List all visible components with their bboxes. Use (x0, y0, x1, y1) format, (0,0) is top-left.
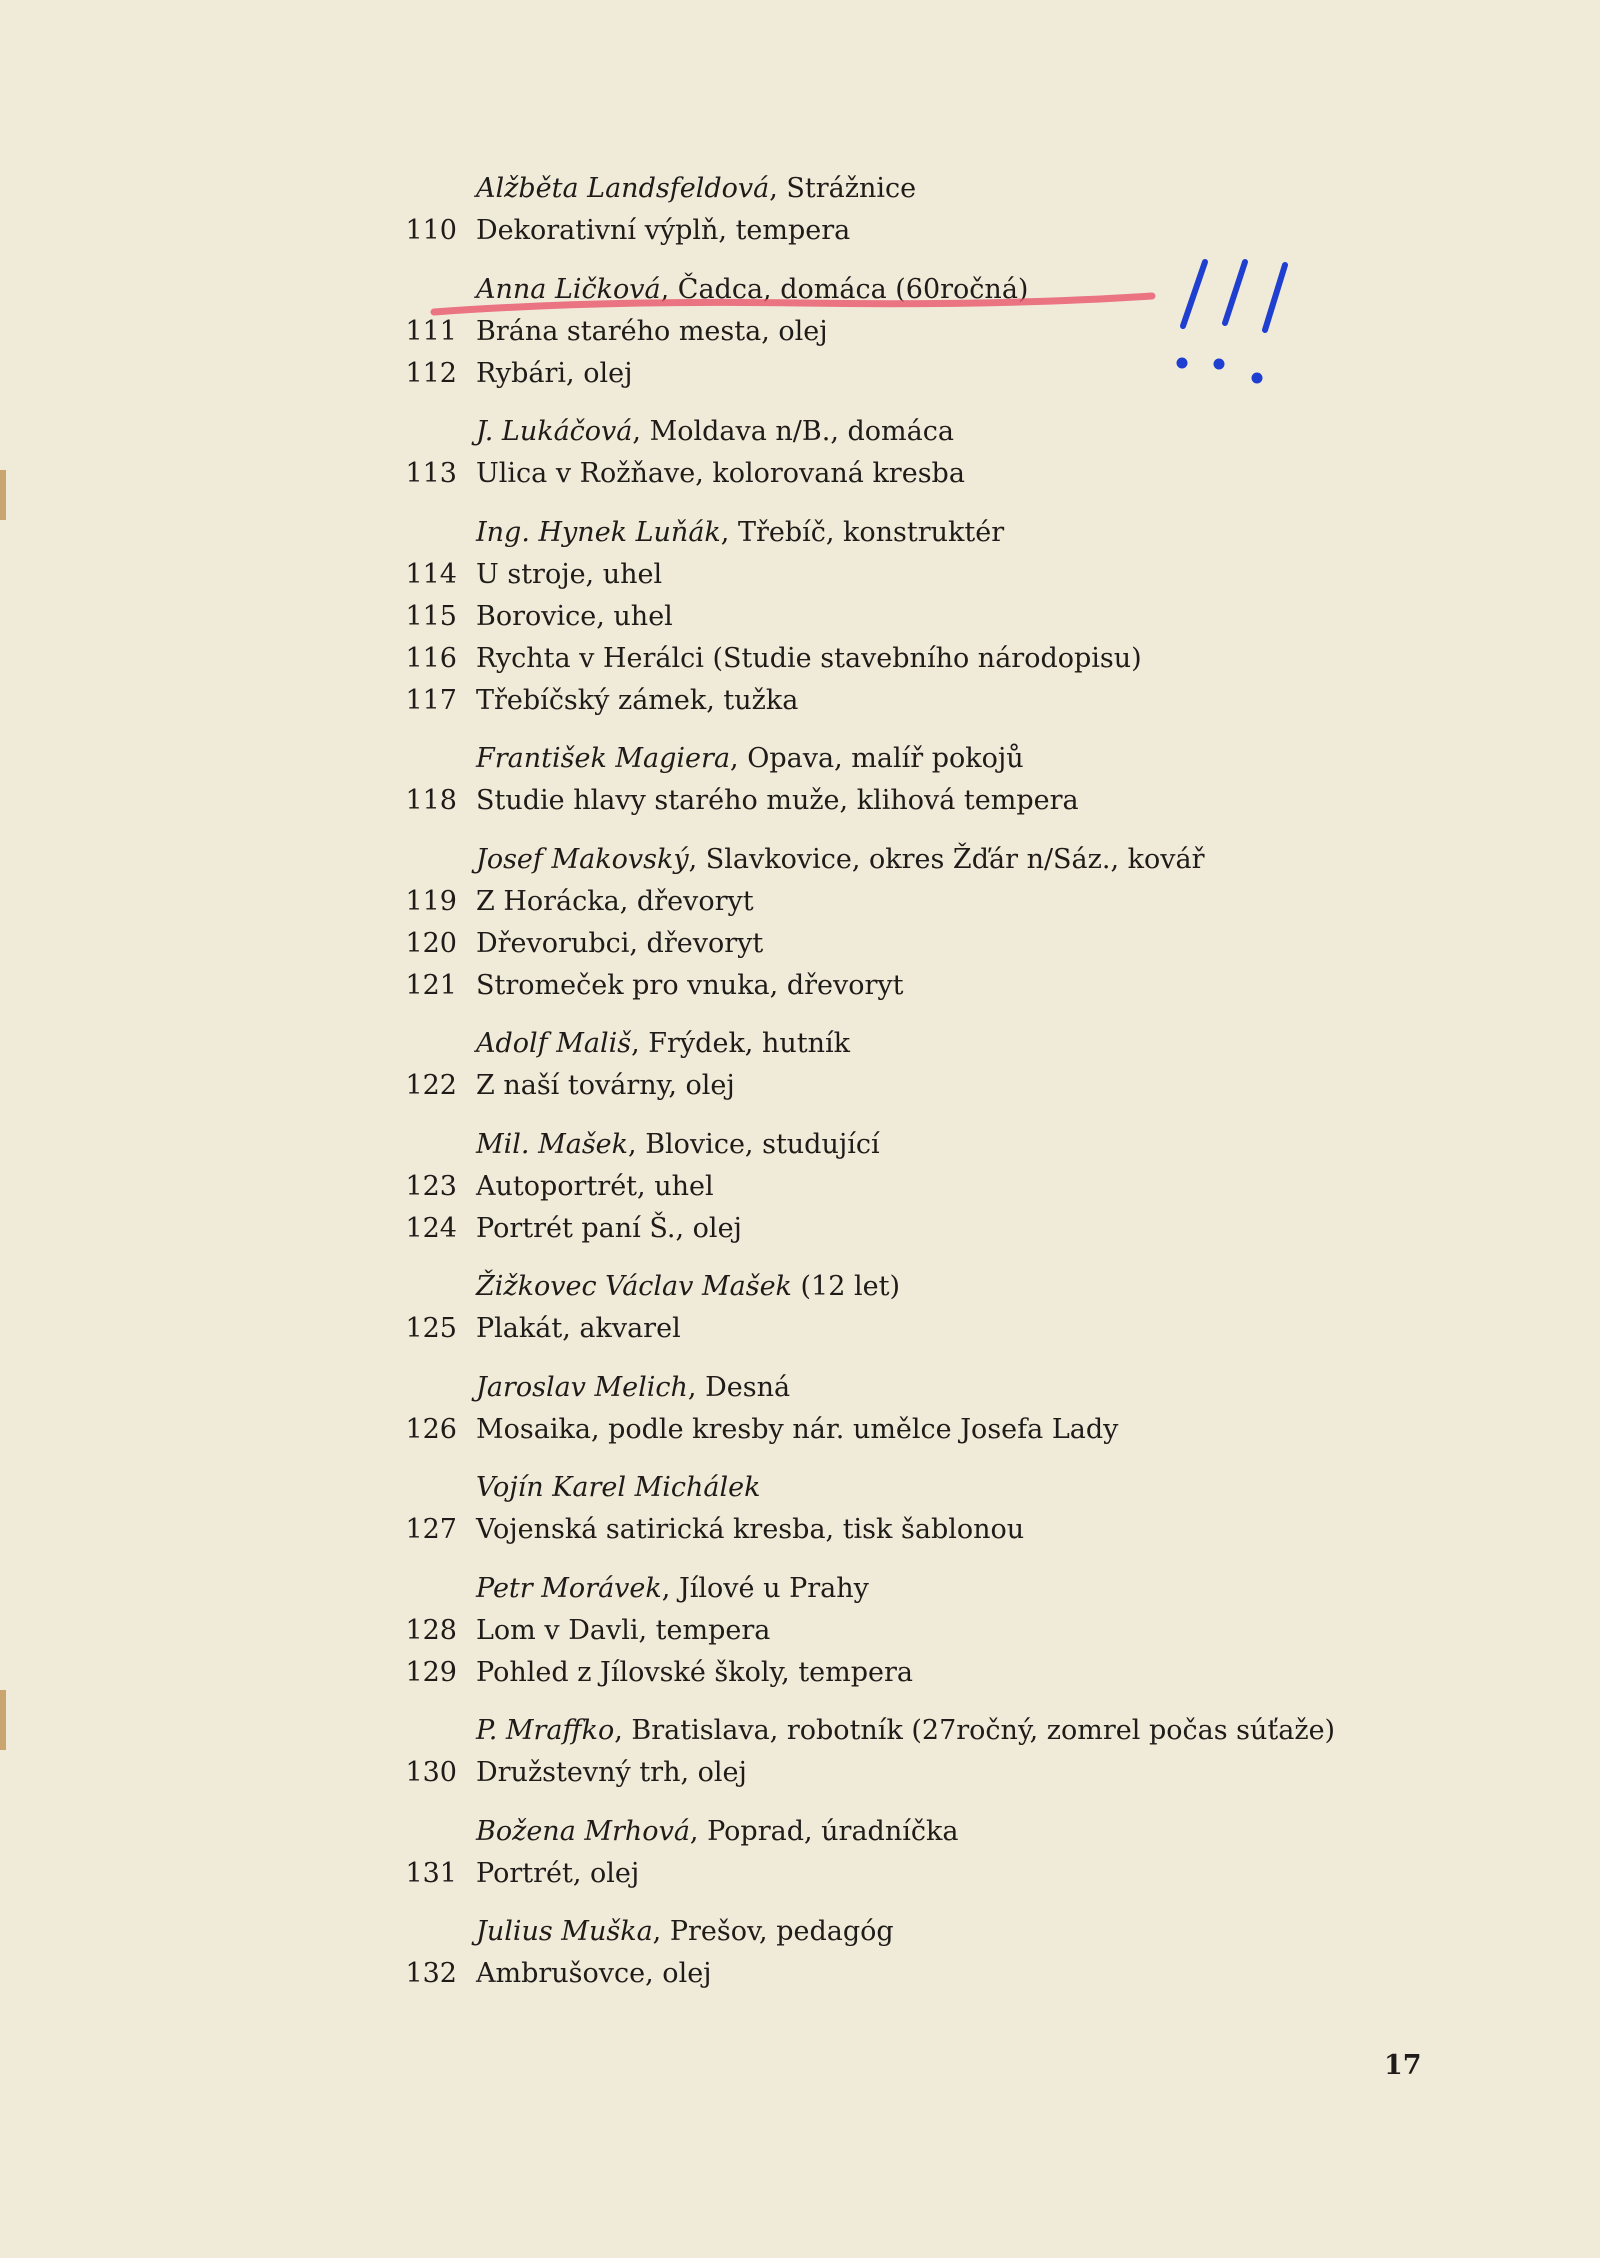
artist-entry (395, 411, 1515, 495)
artwork-item (395, 1853, 1515, 1895)
catalog-number: 119 (405, 885, 457, 917)
catalog-number: 124 (405, 1212, 457, 1244)
artist-info: (12 let) (791, 1271, 900, 1302)
artist-entry (395, 1266, 1515, 1350)
catalog-number: 115 (405, 600, 457, 632)
catalog-number: 113 (405, 458, 457, 489)
artist-name: Ing. Hynek Luňák (476, 516, 721, 548)
artwork-title: Vojenská satirická kresba, tisk šablonou (476, 1514, 1025, 1545)
catalog-number: 118 (405, 785, 457, 816)
artist-info: , Prešov, pedagóg (652, 1916, 894, 1947)
artwork-title: Rybári, olej (476, 357, 633, 389)
artwork-item (395, 1953, 1515, 1995)
catalog-number: 117 (405, 684, 457, 716)
artwork-item (395, 453, 1515, 495)
artist-line (395, 1023, 1515, 1065)
artwork-title: Portrét, olej (476, 1857, 640, 1889)
artwork-item (395, 596, 1515, 638)
catalog-number: 120 (405, 927, 457, 959)
artist-entry (395, 839, 1515, 1007)
artist-entry (395, 1367, 1515, 1451)
artist-info: , Jílové u Prahy (661, 1572, 869, 1604)
artist-info: , Opava, malíř pokojů (730, 743, 1024, 774)
artist-entry (395, 269, 1515, 395)
artwork-title: Pohled z Jílovské školy, tempera (476, 1656, 914, 1688)
artwork-title: Rychta v Herálci (Studie stavebního národopisu) (476, 642, 1142, 674)
page-number: 17 (1384, 2050, 1422, 2081)
artwork-item (395, 353, 1515, 395)
artist-line (395, 1911, 1515, 1953)
artwork-item (395, 1208, 1515, 1250)
artist-line (395, 411, 1515, 453)
artist-info: , Poprad, úradníčka (689, 1815, 959, 1847)
artwork-title: Borovice, uhel (476, 600, 673, 632)
artist-info: , Třebíč, konstruktér (720, 516, 1005, 548)
artist-info: , Slavkovice, okres Žďár n/Sáz., kovář (688, 843, 1205, 875)
artwork-item (395, 1752, 1515, 1794)
artist-name: Josef Makovský (476, 843, 689, 875)
artwork-item (395, 638, 1515, 680)
artwork-title: Plakát, akvarel (476, 1313, 681, 1344)
artwork-item (395, 1308, 1515, 1350)
artwork-title: Třebíčský zámek, tužka (476, 684, 799, 716)
artist-name: J. Lukáčová (476, 416, 633, 447)
artist-info: , Blovice, studující (628, 1128, 880, 1160)
catalog-number: 130 (405, 1757, 457, 1788)
artist-line (395, 168, 1515, 210)
catalog-number: 114 (405, 558, 457, 590)
artwork-item (395, 965, 1515, 1007)
artist-line (395, 1124, 1515, 1166)
artwork-title: U stroje, uhel (476, 558, 663, 590)
artist-info: , Strážnice (769, 173, 917, 204)
catalog-number: 116 (405, 642, 457, 674)
catalog-number: 110 (405, 215, 457, 246)
artist-name: Vojín Karel Michálek (476, 1472, 761, 1503)
artwork-title: Dekorativní výplň, tempera (476, 215, 851, 246)
artist-info: , Moldava n/B., domáca (632, 416, 954, 447)
artist-entry (395, 512, 1515, 722)
artwork-item (395, 554, 1515, 596)
artwork-title: Studie hlavy starého muže, klihová tempera (476, 785, 1079, 816)
artwork-title: Z Horácka, dřevoryt (476, 885, 754, 917)
artwork-item (395, 680, 1515, 722)
artist-name: František Magiera (476, 743, 731, 774)
artist-info: , Bratislava, robotník (27ročný, zomrel počas súťaže) (614, 1715, 1336, 1746)
artist-entry (395, 738, 1515, 822)
artist-name: Anna Ličková (476, 273, 661, 305)
page-edge-mark (0, 470, 6, 520)
artist-entry (395, 1124, 1515, 1250)
artist-info: , Frýdek, hutník (631, 1028, 850, 1059)
artwork-title: Stromeček pro vnuka, dřevoryt (476, 969, 904, 1001)
artist-line (395, 1811, 1515, 1853)
artwork-title: Autoportrét, uhel (476, 1170, 714, 1202)
artwork-title: Brána starého mesta, olej (476, 315, 828, 347)
artist-name: Jaroslav Melich (476, 1371, 688, 1403)
artist-name: Petr Morávek (476, 1572, 662, 1604)
artist-line (395, 1266, 1515, 1308)
artist-name: Alžběta Landsfeldová (476, 173, 770, 204)
artwork-item (395, 1065, 1515, 1107)
catalog-number: 121 (405, 969, 457, 1001)
artist-name: P. Mraffko (476, 1715, 615, 1746)
artwork-item (395, 1509, 1515, 1551)
catalog-number: 125 (405, 1313, 457, 1344)
artwork-title: Družstevný trh, olej (476, 1757, 747, 1788)
catalog-list (395, 168, 1515, 1995)
artwork-item (395, 210, 1515, 252)
artist-entry (395, 1710, 1515, 1794)
artist-name: Mil. Mašek (476, 1128, 629, 1160)
page-edge-mark (0, 1690, 6, 1750)
catalog-number: 111 (405, 315, 457, 347)
artwork-item (395, 1652, 1515, 1694)
artwork-item (395, 1610, 1515, 1652)
catalog-number: 132 (405, 1958, 457, 1989)
artist-name: Božena Mrhová (476, 1815, 690, 1847)
artist-entry (395, 1911, 1515, 1995)
artwork-item (395, 1409, 1515, 1451)
artwork-title: Ulica v Rožňave, kolorovaná kresba (476, 458, 965, 489)
catalog-number: 112 (405, 357, 457, 389)
artist-entry (395, 1467, 1515, 1551)
artist-name: Julius Muška (476, 1916, 653, 1947)
artist-line (395, 839, 1515, 881)
catalog-number: 122 (405, 1070, 457, 1101)
artist-entry (395, 1568, 1515, 1694)
artwork-item (395, 311, 1515, 353)
artist-line (395, 1367, 1515, 1409)
artist-info: , Čadca, domáca (60ročná) (660, 273, 1029, 305)
artist-entry (395, 1023, 1515, 1107)
artist-info: , Desná (687, 1371, 791, 1403)
artist-line (395, 512, 1515, 554)
artist-line (395, 738, 1515, 780)
artist-entry (395, 168, 1515, 252)
artwork-item (395, 1166, 1515, 1208)
artwork-title: Portrét paní Š., olej (476, 1212, 742, 1244)
artist-line (395, 1710, 1515, 1752)
catalog-number: 127 (405, 1514, 457, 1545)
artwork-title: Mosaika, podle kresby nár. umělce Josefa Lady (476, 1413, 1119, 1445)
artist-name: Adolf Mališ (476, 1028, 632, 1059)
artwork-item (395, 881, 1515, 923)
artist-line (395, 1568, 1515, 1610)
catalog-number: 129 (405, 1656, 457, 1688)
artist-entry (395, 1811, 1515, 1895)
catalog-number: 123 (405, 1170, 457, 1202)
catalog-number: 126 (405, 1413, 457, 1445)
artwork-item (395, 780, 1515, 822)
artwork-title: Lom v Davli, tempera (476, 1614, 771, 1646)
artwork-title: Z naší továrny, olej (476, 1070, 735, 1101)
artist-line (395, 269, 1515, 311)
catalog-number: 131 (405, 1857, 457, 1889)
artist-line (395, 1467, 1515, 1509)
artwork-title: Dřevorubci, dřevoryt (476, 927, 764, 959)
catalog-number: 128 (405, 1614, 457, 1646)
artwork-item (395, 923, 1515, 965)
artist-name: Žižkovec Václav Mašek (476, 1271, 792, 1302)
artwork-title: Ambrušovce, olej (476, 1958, 712, 1989)
